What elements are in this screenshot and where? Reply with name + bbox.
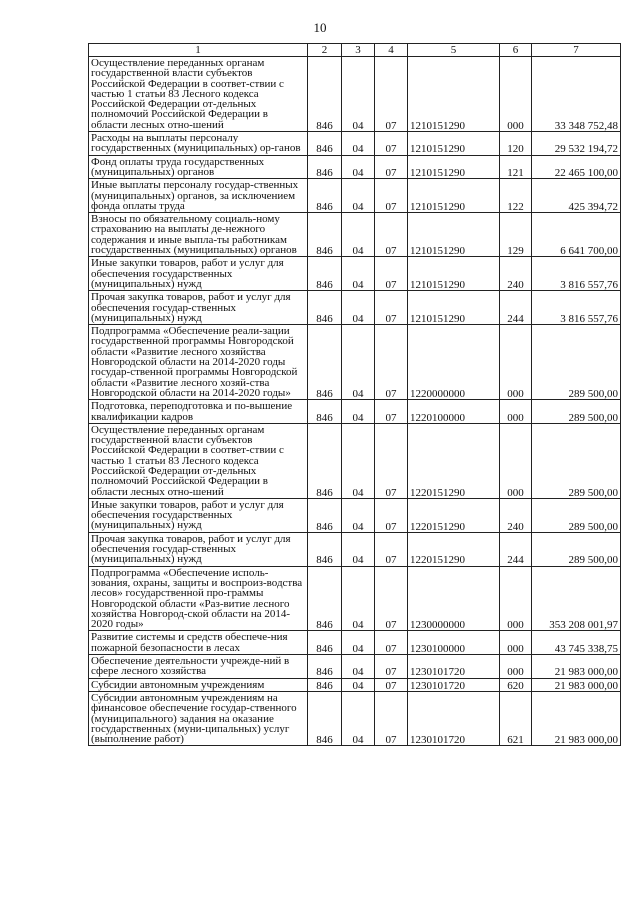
- column-header: 5: [408, 44, 500, 57]
- ministry-code: 846: [308, 423, 342, 498]
- target-article: 1220151290: [408, 423, 500, 498]
- ministry-code: 846: [308, 325, 342, 400]
- amount: 3 816 557,76: [532, 257, 621, 291]
- table-row: [89, 257, 621, 291]
- ministry-code: 846: [308, 631, 342, 655]
- section-code: 04: [342, 325, 375, 400]
- row-name: Подготовка, переподготовка и по-вышение квалификации кадров: [89, 400, 308, 424]
- amount: 289 500,00: [532, 325, 621, 400]
- table-row: [89, 400, 621, 424]
- row-name: Осуществление переданных органам государственной власти субъектов Российской Федерации в соответ-ствии с частью 1 статьи 83 Лесного кодекса Российской Федерации от-дельных полномочий Российской Федерации в области лесных отно-шений: [89, 57, 308, 132]
- expense-type: 000: [500, 57, 532, 132]
- subsection-code: 07: [375, 532, 408, 566]
- subsection-code: 07: [375, 631, 408, 655]
- target-article: 1210151290: [408, 257, 500, 291]
- section-code: 04: [342, 691, 375, 745]
- section-code: 04: [342, 655, 375, 679]
- section-code: 04: [342, 291, 375, 325]
- target-article: 1210151290: [408, 57, 500, 132]
- target-article: 1210151290: [408, 155, 500, 179]
- row-name: Прочая закупка товаров, работ и услуг для обеспечения государ-ственных (муниципальных) нужд: [89, 291, 308, 325]
- row-name: Обеспечение деятельности учрежде-ний в сфере лесного хозяйства: [89, 655, 308, 679]
- section-code: 04: [342, 132, 375, 156]
- target-article: 1220000000: [408, 325, 500, 400]
- row-name: Развитие системы и средств обеспече-ния пожарной безопасности в лесах: [89, 631, 308, 655]
- target-article: 1230101720: [408, 691, 500, 745]
- column-header: 2: [308, 44, 342, 57]
- section-code: 04: [342, 155, 375, 179]
- ministry-code: 846: [308, 498, 342, 532]
- section-code: 04: [342, 566, 375, 631]
- section-code: 04: [342, 400, 375, 424]
- expense-type: 000: [500, 423, 532, 498]
- target-article: 1210151290: [408, 132, 500, 156]
- target-article: 1210151290: [408, 291, 500, 325]
- subsection-code: 07: [375, 213, 408, 257]
- amount: 33 348 752,48: [532, 57, 621, 132]
- section-code: 04: [342, 532, 375, 566]
- row-name: Субсидии автономным учреждениям: [89, 678, 308, 691]
- expense-type: 122: [500, 179, 532, 213]
- expense-type: 240: [500, 498, 532, 532]
- target-article: 1230101720: [408, 655, 500, 679]
- table-row: [89, 631, 621, 655]
- subsection-code: 07: [375, 179, 408, 213]
- ministry-code: 846: [308, 678, 342, 691]
- subsection-code: 07: [375, 57, 408, 132]
- ministry-code: 846: [308, 691, 342, 745]
- expense-type: 120: [500, 132, 532, 156]
- amount: 289 500,00: [532, 498, 621, 532]
- table-row: [89, 423, 621, 498]
- table-row: [89, 325, 621, 400]
- row-name: Иные закупки товаров, работ и услуг для обеспечения государственных (муниципальных) нужд: [89, 257, 308, 291]
- expense-type: 000: [500, 566, 532, 631]
- table-row: [89, 691, 621, 745]
- row-name: Прочая закупка товаров, работ и услуг для обеспечения государ-ственных (муниципальных) нужд: [89, 532, 308, 566]
- target-article: 1220151290: [408, 498, 500, 532]
- ministry-code: 846: [308, 57, 342, 132]
- subsection-code: 07: [375, 257, 408, 291]
- table-row: [89, 498, 621, 532]
- column-header: 6: [500, 44, 532, 57]
- expense-type: 240: [500, 257, 532, 291]
- budget-table: [88, 43, 621, 746]
- amount: 425 394,72: [532, 179, 621, 213]
- subsection-code: 07: [375, 291, 408, 325]
- row-name: Расходы на выплаты персоналу государственных (муниципальных) ор-ганов: [89, 132, 308, 156]
- ministry-code: 846: [308, 257, 342, 291]
- section-code: 04: [342, 179, 375, 213]
- amount: 289 500,00: [532, 532, 621, 566]
- section-code: 04: [342, 678, 375, 691]
- ministry-code: 846: [308, 155, 342, 179]
- row-name: Фонд оплаты труда государственных (муниципальных) органов: [89, 155, 308, 179]
- amount: 353 208 001,97: [532, 566, 621, 631]
- subsection-code: 07: [375, 132, 408, 156]
- ministry-code: 846: [308, 213, 342, 257]
- column-header: 4: [375, 44, 408, 57]
- header-row: [89, 44, 621, 57]
- table-row: [89, 655, 621, 679]
- expense-type: 621: [500, 691, 532, 745]
- table-row: [89, 213, 621, 257]
- ministry-code: 846: [308, 132, 342, 156]
- subsection-code: 07: [375, 325, 408, 400]
- expense-type: 121: [500, 155, 532, 179]
- row-name: Субсидии автономным учреждениям на финансовое обеспечение государ-ственного (муниципального) задания на оказание государственных (муни-ципальных) услуг (выполнение работ): [89, 691, 308, 745]
- ministry-code: 846: [308, 655, 342, 679]
- amount: 6 641 700,00: [532, 213, 621, 257]
- section-code: 04: [342, 631, 375, 655]
- row-name: Осуществление переданных органам государственной власти субъектов Российской Федерации в соответ-ствии с частью 1 статьи 83 Лесного кодекса Российской Федерации от-дельных полномочий Российской Федерации в области лесных отно-шений: [89, 423, 308, 498]
- subsection-code: 07: [375, 566, 408, 631]
- subsection-code: 07: [375, 678, 408, 691]
- table-row: [89, 291, 621, 325]
- table-row: [89, 566, 621, 631]
- column-header: 3: [342, 44, 375, 57]
- expense-type: 000: [500, 655, 532, 679]
- target-article: 1210151290: [408, 213, 500, 257]
- subsection-code: 07: [375, 691, 408, 745]
- table-row: [89, 155, 621, 179]
- amount: 21 983 000,00: [532, 691, 621, 745]
- amount: 289 500,00: [532, 423, 621, 498]
- ministry-code: 846: [308, 532, 342, 566]
- section-code: 04: [342, 498, 375, 532]
- subsection-code: 07: [375, 655, 408, 679]
- ministry-code: 846: [308, 179, 342, 213]
- expense-type: 244: [500, 532, 532, 566]
- section-code: 04: [342, 57, 375, 132]
- section-code: 04: [342, 213, 375, 257]
- table-row: [89, 678, 621, 691]
- target-article: 1230100000: [408, 631, 500, 655]
- row-name: Взносы по обязательному социаль-ному страхованию на выплаты де-нежного содержания и иные выпла-ты работникам государственных (муниципальных) органов: [89, 213, 308, 257]
- column-header: 1: [89, 44, 308, 57]
- amount: 21 983 000,00: [532, 678, 621, 691]
- expense-type: 000: [500, 325, 532, 400]
- amount: 289 500,00: [532, 400, 621, 424]
- target-article: 1230101720: [408, 678, 500, 691]
- amount: 29 532 194,72: [532, 132, 621, 156]
- row-name: Иные выплаты персоналу государ-ственных (муниципальных) органов, за исключением фонда оплаты труда: [89, 179, 308, 213]
- subsection-code: 07: [375, 155, 408, 179]
- ministry-code: 846: [308, 566, 342, 631]
- ministry-code: 846: [308, 291, 342, 325]
- table-row: [89, 57, 621, 132]
- target-article: 1230000000: [408, 566, 500, 631]
- expense-type: 000: [500, 631, 532, 655]
- target-article: 1220100000: [408, 400, 500, 424]
- subsection-code: 07: [375, 423, 408, 498]
- target-article: 1220151290: [408, 532, 500, 566]
- row-name: Подпрограмма «Обеспечение реали-зации государственной программы Новгородской области «Развитие лесного хозяйства Новгородской области на 2014-2020 годы государ-ственной программы Новгородской области «Развитие лесного хозяй-ства Новгородской области на 2014-2020 годы»: [89, 325, 308, 400]
- section-code: 04: [342, 423, 375, 498]
- amount: 43 745 338,75: [532, 631, 621, 655]
- table-row: [89, 132, 621, 156]
- table-row: [89, 179, 621, 213]
- expense-type: 000: [500, 400, 532, 424]
- target-article: 1210151290: [408, 179, 500, 213]
- table-row: [89, 532, 621, 566]
- amount: 3 816 557,76: [532, 291, 621, 325]
- subsection-code: 07: [375, 400, 408, 424]
- ministry-code: 846: [308, 400, 342, 424]
- amount: 22 465 100,00: [532, 155, 621, 179]
- row-name: Подпрограмма «Обеспечение исполь-зования, охраны, защиты и воспроиз-водства лесов» государственной про-граммы Новгородской области «Раз-витие лесного хозяйства Новгород-ской области на 2014-2020 годы»: [89, 566, 308, 631]
- column-header: 7: [532, 44, 621, 57]
- row-name: Иные закупки товаров, работ и услуг для обеспечения государственных (муниципальных) нужд: [89, 498, 308, 532]
- expense-type: 244: [500, 291, 532, 325]
- subsection-code: 07: [375, 498, 408, 532]
- amount: 21 983 000,00: [532, 655, 621, 679]
- expense-type: 620: [500, 678, 532, 691]
- expense-type: 129: [500, 213, 532, 257]
- page-number: 10: [313, 20, 327, 35]
- section-code: 04: [342, 257, 375, 291]
- table-body: [89, 57, 621, 746]
